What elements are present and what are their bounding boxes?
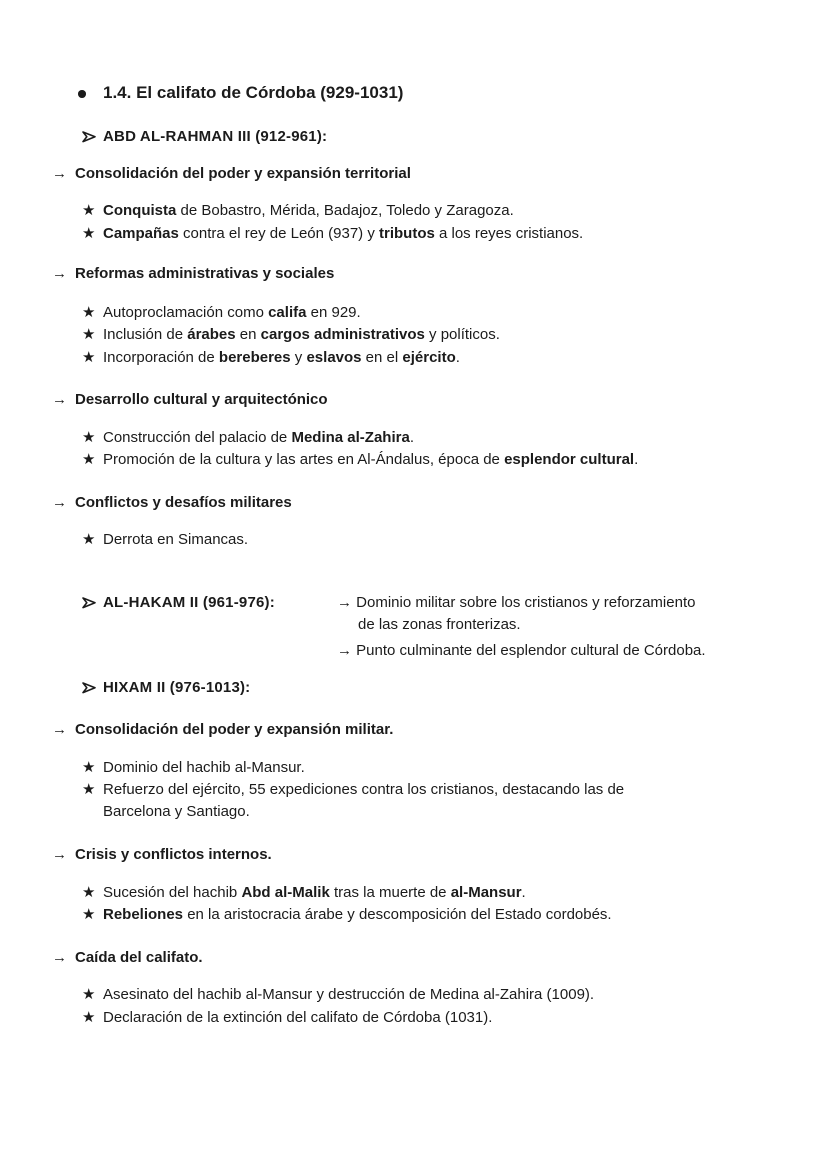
text-content (103, 223, 583, 245)
star-icon: ★ (82, 884, 96, 901)
star-icon: ★ (82, 1009, 96, 1026)
text-segment: HIXAM II (976-1013): (103, 679, 251, 696)
list-item (82, 904, 612, 926)
text-line: de las zonas fronterizas. (358, 616, 521, 633)
ruler-heading (82, 677, 250, 699)
text-segment: Autoproclamación como (103, 304, 269, 321)
text-segment: bereberes (218, 349, 291, 366)
text-segment: Asesinato del hachib al-Mansur y destrucción de Medina al-Zahira (1009). (103, 986, 595, 1003)
arrow-icon: → (52, 949, 67, 966)
text-content (103, 904, 612, 926)
text-segment: Desarrollo cultural y arquitectónico (75, 391, 328, 408)
list-item (82, 1007, 492, 1029)
star-icon: ★ (82, 349, 96, 366)
text-content (103, 779, 624, 823)
annotation-item (337, 640, 777, 662)
list-item (82, 779, 624, 823)
arrow-icon: → (52, 846, 67, 863)
star-icon: ★ (82, 451, 96, 468)
text-segment: Declaración de la extinción del califato de Córdoba (1031). (103, 1009, 493, 1026)
list-item (82, 757, 305, 779)
text-segment: en 929. (306, 304, 361, 321)
section-heading (52, 719, 393, 741)
text-content (75, 719, 393, 741)
list-item (82, 449, 638, 471)
text-segment: Reformas administrativas y sociales (75, 265, 335, 282)
list-item (82, 223, 583, 245)
arrow-icon: → (52, 721, 67, 738)
text-content (103, 324, 500, 346)
text-content (103, 1007, 492, 1029)
text-segment: cargos administrativos (260, 326, 425, 343)
text-content (103, 427, 414, 449)
text-segment: Inclusión de (103, 326, 188, 343)
arrow-icon: → (337, 594, 357, 611)
list-item (82, 427, 414, 449)
star-icon: ★ (82, 986, 96, 1003)
text-segment: . (634, 451, 639, 468)
text-segment: a los reyes cristianos. (434, 225, 584, 242)
star-icon: ★ (82, 202, 96, 219)
text-line: → Dominio militar sobre los cristianos y reforzamiento (337, 594, 696, 611)
annotation-item (337, 592, 777, 636)
list-item (82, 882, 526, 904)
list-item (82, 324, 500, 346)
annotation-column (337, 592, 777, 662)
arrow-icon: → (52, 265, 67, 282)
text-content (75, 947, 203, 969)
text-content (75, 492, 292, 514)
text-line: Refuerzo del ejército, 55 expediciones contra los cristianos, destacando las de (103, 781, 625, 798)
text-segment: al-Mansur (450, 884, 522, 901)
list-item (82, 984, 594, 1006)
text-segment: Abd al-Malik (241, 884, 330, 901)
arrow-icon: → (52, 391, 67, 408)
star-icon: ★ (82, 781, 96, 798)
arrow-icon: → (337, 642, 357, 659)
text-segment: Medina al-Zahira (291, 429, 410, 446)
text-segment: Rebeliones (103, 906, 184, 923)
text-content (103, 200, 514, 222)
arrowhead-icon (82, 126, 103, 143)
text-segment: contra el rey de León (937) y (178, 225, 379, 242)
ruler-heading (82, 126, 327, 148)
text-segment: Sucesión del hachib (103, 884, 242, 901)
section-heading (52, 389, 328, 411)
text-segment: y (290, 349, 307, 366)
text-content (75, 163, 411, 185)
text-segment: califa (268, 304, 307, 321)
text-content (75, 263, 334, 285)
text-segment: eslavos (306, 349, 362, 366)
star-icon: ★ (82, 429, 96, 446)
text-segment: . (455, 349, 460, 366)
list-item (82, 302, 361, 324)
section-heading (52, 492, 292, 514)
text-content (103, 677, 250, 699)
text-segment: Derrota en Simancas. (103, 531, 249, 548)
text-line: → Punto culminante del esplendor cultural de Córdoba. (337, 642, 706, 659)
text-segment: en (235, 326, 261, 343)
text-segment: Crisis y conflictos internos. (75, 846, 272, 863)
text-segment: Conflictos y desafíos militares (75, 494, 292, 511)
text-segment: . (409, 429, 414, 446)
text-segment: tributos (379, 225, 435, 242)
text-segment: en el (361, 349, 403, 366)
text-segment: Conquista (103, 202, 177, 219)
text-content (103, 529, 248, 551)
text-content (75, 844, 272, 866)
section-heading (52, 947, 203, 969)
text-segment: esplendor cultural (504, 451, 635, 468)
text-segment: Dominio del hachib al-Mansur. (103, 759, 305, 776)
text-content (103, 81, 403, 105)
text-segment: 1.4. El califato de Córdoba (929-1031) (103, 83, 404, 102)
text-content (103, 347, 460, 369)
section-heading (52, 844, 272, 866)
arrow-icon: → (52, 494, 67, 511)
star-icon: ★ (82, 326, 96, 343)
text-segment: árabes (187, 326, 236, 343)
bullet-icon (78, 81, 103, 98)
text-line: Barcelona y Santiago. (103, 803, 250, 820)
text-segment: ABD AL-RAHMAN III (912-961): (103, 128, 328, 145)
star-icon: ★ (82, 225, 96, 242)
text-segment: Campañas (103, 225, 179, 242)
text-content (103, 757, 305, 779)
star-icon: ★ (82, 759, 96, 776)
arrowhead-icon (82, 677, 103, 694)
arrowhead-icon (82, 592, 103, 609)
text-content (103, 449, 638, 471)
text-segment: AL-HAKAM II (961-976): (103, 594, 275, 611)
text-segment: ejército (402, 349, 456, 366)
text-segment: . (521, 884, 526, 901)
text-segment: Caída del califato. (75, 949, 203, 966)
text-content (103, 984, 594, 1006)
text-segment: y políticos. (424, 326, 500, 343)
section-heading (52, 263, 334, 285)
star-icon: ★ (82, 906, 96, 923)
star-icon: ★ (82, 531, 96, 548)
text-content (103, 126, 327, 148)
text-segment: Incorporación de (103, 349, 219, 366)
text-segment: Construcción del palacio de (103, 429, 292, 446)
text-segment: tras la muerte de (329, 884, 451, 901)
text-content (103, 882, 526, 904)
text-segment: de Bobastro, Mérida, Badajoz, Toledo y Zaragoza. (176, 202, 514, 219)
text-content (103, 592, 337, 614)
arrow-icon: → (52, 165, 67, 182)
list-item (82, 347, 460, 369)
text-segment: Consolidación del poder y expansión territorial (75, 165, 411, 182)
text-segment: Consolidación del poder y expansión militar. (75, 721, 394, 738)
text-content (103, 302, 361, 324)
list-item (82, 200, 514, 222)
list-item (82, 529, 248, 551)
main-title (78, 81, 403, 105)
ruler-section-row (82, 592, 777, 662)
text-segment: en la aristocracia árabe y descomposición del Estado cordobés. (183, 906, 612, 923)
text-content (75, 389, 328, 411)
section-heading (52, 163, 411, 185)
star-icon: ★ (82, 304, 96, 321)
text-segment: Promoción de la cultura y las artes en Al-Ándalus, época de (103, 451, 505, 468)
